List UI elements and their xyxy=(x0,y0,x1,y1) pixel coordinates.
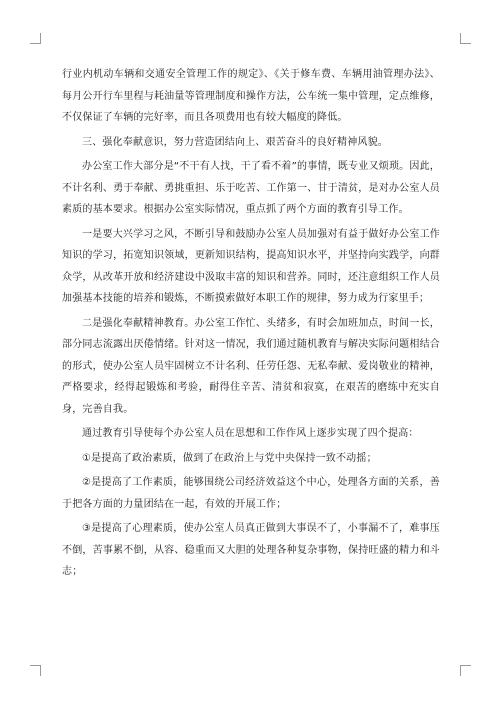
list-item-2: ②是提高了工作素质，能够围绕公司经济效益这个中心，处理各方面的关系，善于把各方面的力量团结在一起，有效的开展工作； xyxy=(62,477,440,510)
paragraph-3: 办公室工作大部分是“不干有人找，干了看不着”的事情，既专业又烦琐。因此，不计名利、勇于奉献、勇挑重担、乐于吃苦、工作第一、甘于清贫，是对办公室人员素质的基本要求。根据办公室实际情况，重点抓了两个方面的教育引导工作。 xyxy=(62,161,440,215)
paragraph-1: 行业内机动车辆和交通安全管理工作的规定》、《关于修车费、车辆用油管理办法》、每月公开行车里程与耗油量等管理制度和操作方法，公车统一集中管理，定点维修，不仅保证了车辆的完好率，而且各项费用也有较大幅度的降低。 xyxy=(62,69,440,123)
paragraph-6: 通过教育引导使每个办公室人员在思想和工作作风上逐步实现了四个提高： xyxy=(82,428,419,439)
crop-mark-top-left xyxy=(30,33,41,44)
document-body xyxy=(62,64,440,586)
list-item-3: ③是提高了心理素质，使办公室人员真正做到大事误不了，小事漏不了，难事压不倒，苦事累不倒，从容、稳重而又大胆的处理各种复杂事物，保持旺盛的精力和斗志； xyxy=(62,523,440,577)
paragraph-5: 二是强化奉献精神教育。办公室工作忙、头绪多，有时会加班加点，时间一长，部分同志流露出厌倦情绪。针对这一情况，我们通过随机教育与解决实际问题相结合的形式，使办公室人员牢固树立不计名利、任劳任怨、无私奉献、爱岗敬业的精神，严格要求，经得起锻炼和考验，耐得住辛苦、清贫和寂寞，在艰苦的磨练中充实自身，完善自我。 xyxy=(62,317,440,415)
crop-mark-bottom-left xyxy=(30,665,41,676)
section-heading-3: 三、强化奉献意识，努力营造团结向上、艰苦奋斗的良好精神风貌。 xyxy=(82,136,388,148)
crop-mark-bottom-right xyxy=(460,665,471,676)
list-item-1: ①是提高了政治素质，做到了在政治上与党中央保持一致不动摇； xyxy=(82,452,377,464)
crop-mark-top-right xyxy=(460,33,471,44)
paragraph-4: 一是要大兴学习之风，不断引导和鼓励办公室人员加强对有益于做好办公室工作知识的学习，拓宽知识领域，更新知识结构，提高知识水平，并坚持向实践学，向群众学，从改革开放和经济建设中汲取丰富的知识和营养。同时，还注意组织工作人员加强基本技能的培养和锻炼，不断摸索做好本职工作的规律，努力成为行家里手； xyxy=(62,228,440,304)
